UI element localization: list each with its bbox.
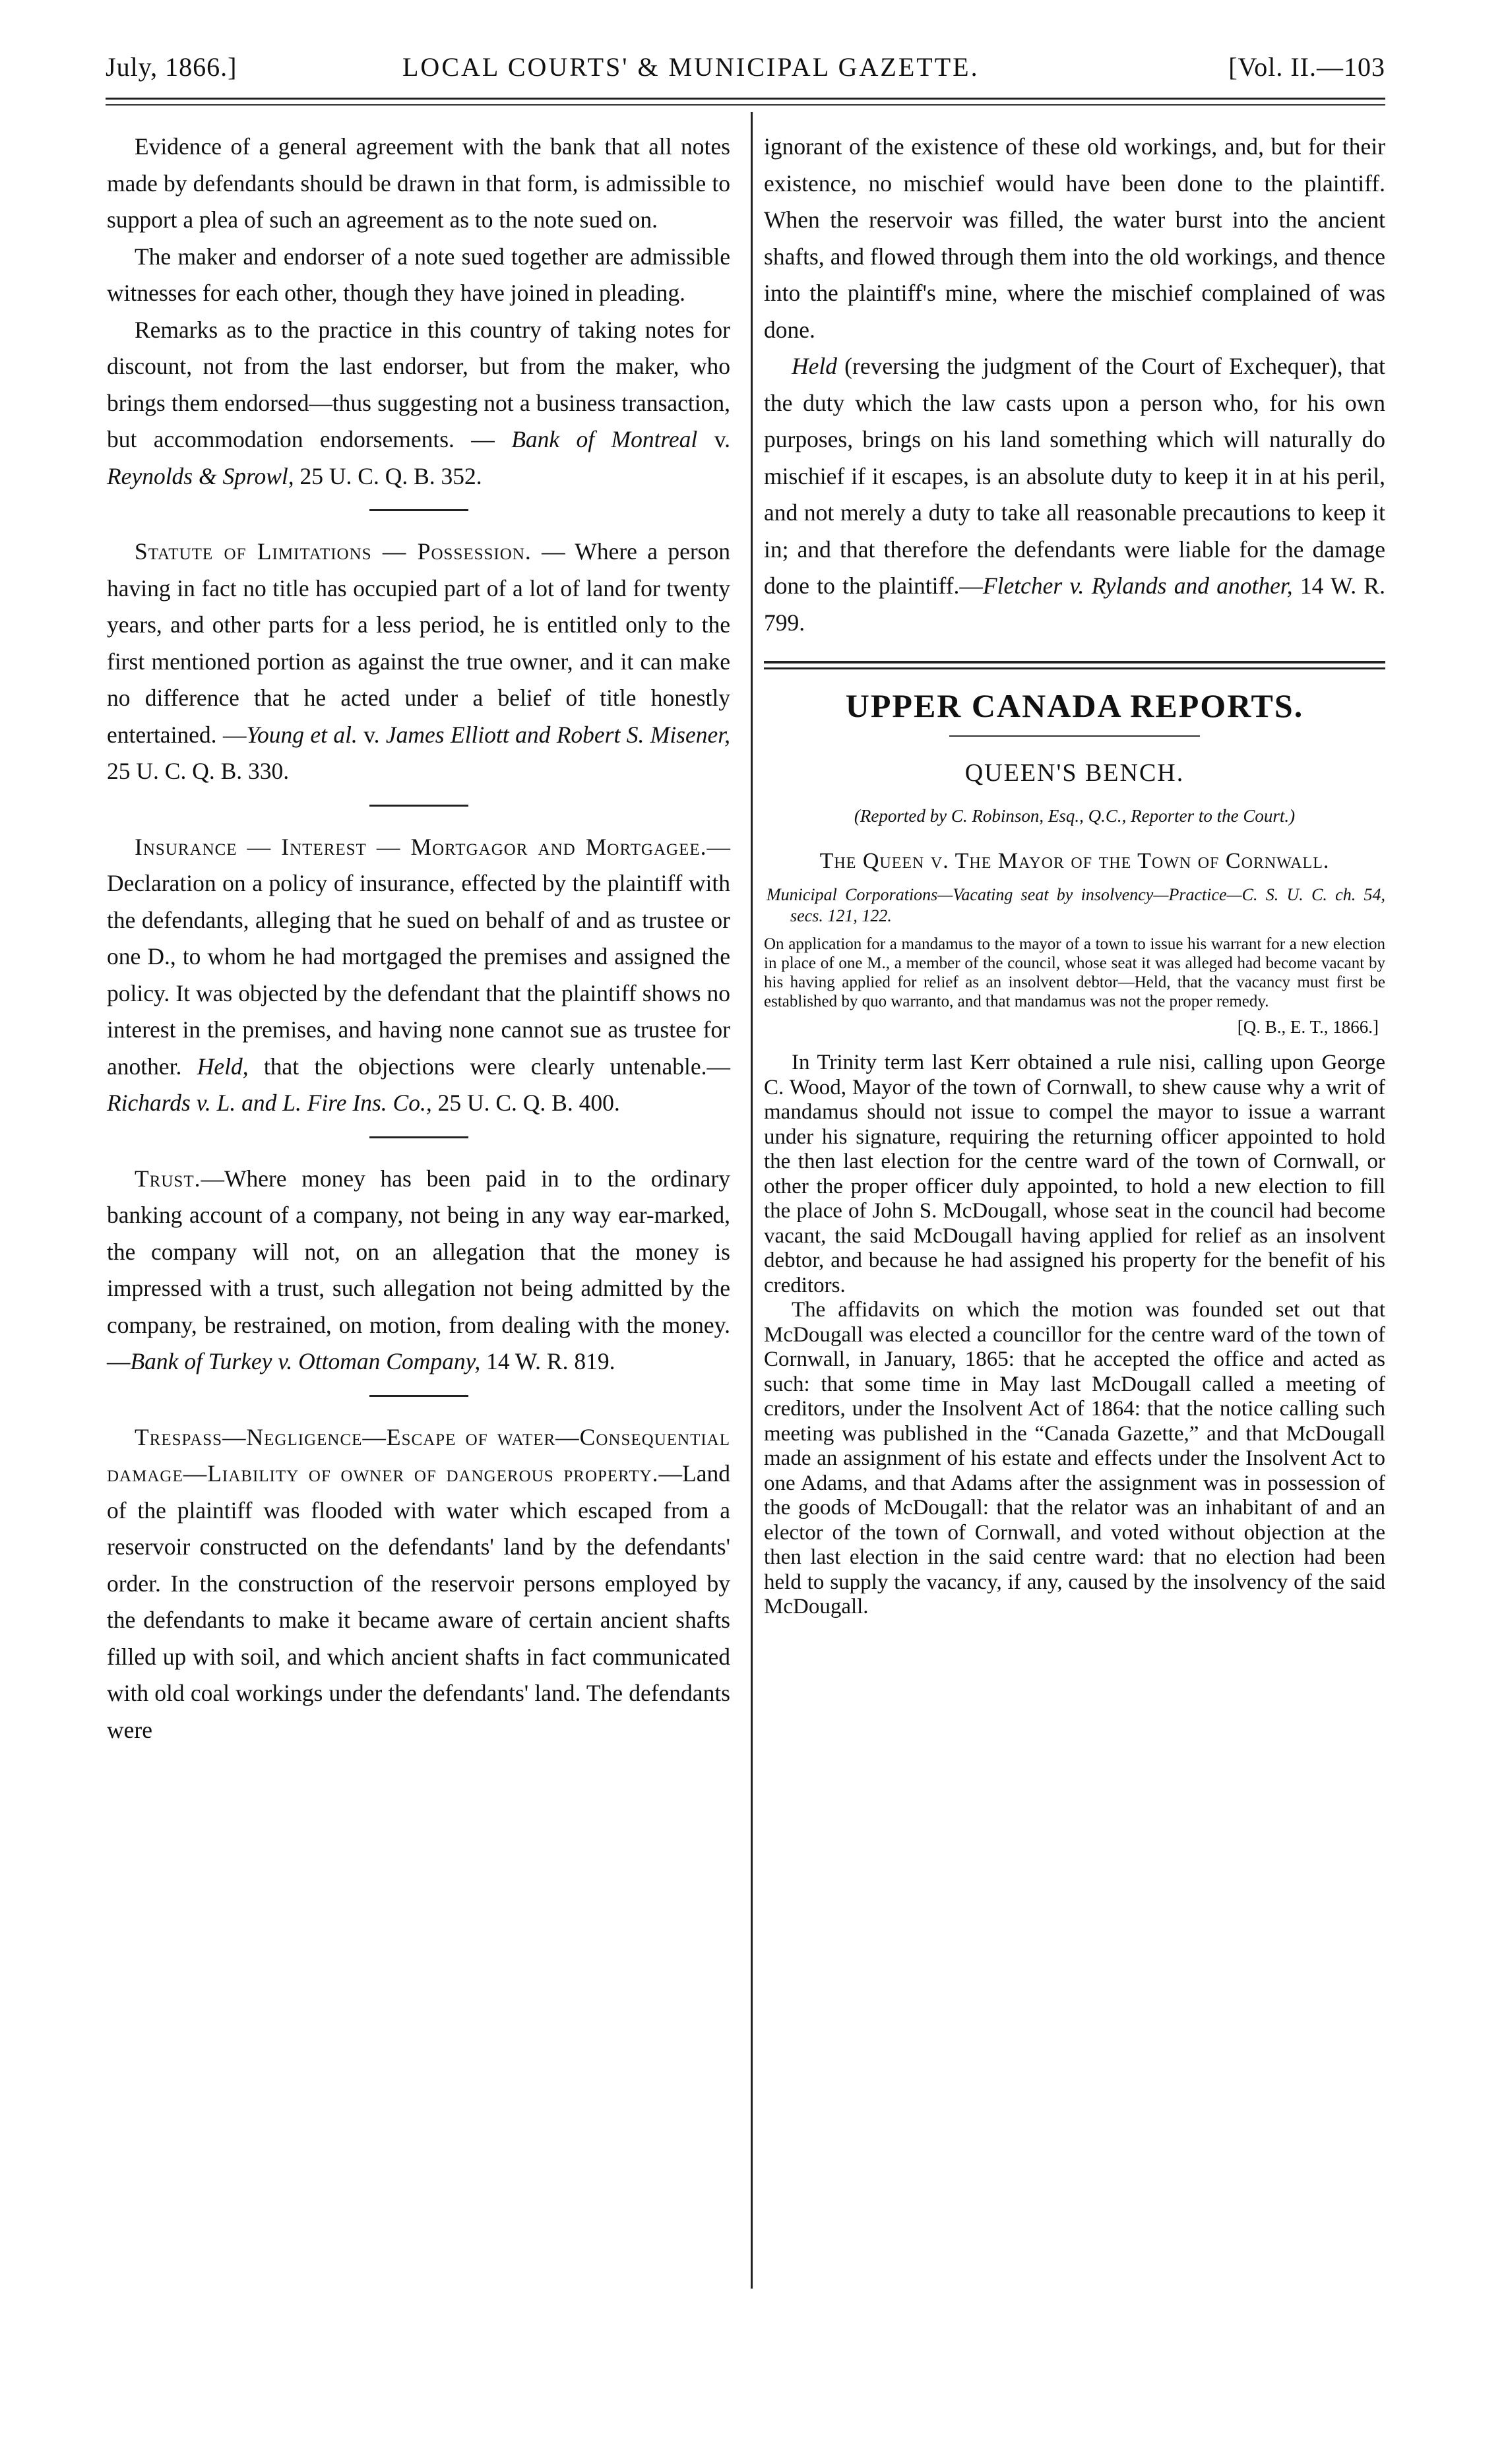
header-rule-secondary: [106, 104, 1385, 106]
paragraph-statute-limitations: [107, 534, 730, 790]
paragraph-maker-endorser: The maker and endorser of a note sued together are admissible witnesses for each other, though they have joined in pleading.: [107, 243, 730, 306]
case-title: The Queen v. The Mayor of the Town of Cornwall.: [819, 849, 1330, 873]
case-citation: 25 U. C. Q. B. 330.: [107, 758, 290, 784]
case-name: Bank of Montreal: [511, 426, 698, 452]
section-separator: [369, 509, 468, 511]
case-citation: 14 W. R. 819.: [480, 1348, 615, 1374]
paragraph-remarks: [107, 312, 730, 495]
left-column: [107, 129, 730, 1748]
remarks-text: Remarks as to the practice in this country of taking notes for discount, not from the last endorser, but from the maker, who brings them endorsed—thus suggesting not a business transaction, but accommodation endorsements. —: [107, 316, 730, 452]
section-double-rule: [764, 661, 1385, 663]
header-volume: [Vol. II.—103: [1228, 52, 1385, 82]
case-versus: v.: [697, 426, 731, 452]
held-label: Held: [792, 353, 838, 379]
section-heading: Insurance — Interest — Mortgagor and Mortgagee.: [135, 833, 707, 860]
section-text: —Land of the plaintiff was flooded with water which escaped from a reservoir constructed on the defendants' land by the defendants' order. In the construction of the reservoir persons employed by the defendants to make it became aware of certain ancient shafts filled up with soil, and which ancient shafts in fact communicated with old coal workings under the defendants' land. The defendants were: [107, 1460, 730, 1743]
case-name-2: Reynolds & Sprowl,: [107, 462, 294, 489]
case-summary: On application for a mandamus to the mayor of a town to issue his warrant for a new election in place of one M., a member of the council, whose seat it was alleged had become vacant by his having applied for relief as an insolvent debtor—Held, that the vacancy must first be established by quo warranto, and that mandamus was not the proper remedy.: [764, 935, 1385, 1010]
held-label: Held,: [197, 1053, 249, 1080]
case-name: Young et al.: [246, 721, 358, 748]
paragraph-trespass: [107, 1419, 730, 1749]
section-title: UPPER CANADA REPORTS.: [845, 687, 1304, 724]
reporter-note: (Reported by C. Robinson, Esq., Q.C., Reporter to the Court.): [854, 806, 1296, 826]
case-name: Richards v. L. and L. Fire Ins. Co.,: [107, 1090, 432, 1116]
section-heading: Trust.: [135, 1165, 201, 1192]
case-citation: 25 U. C. Q. B. 352.: [294, 462, 482, 489]
paragraph-trust: [107, 1161, 730, 1380]
section-text: —Where money has been paid in to the ordinary banking account of a company, not being in any way ear-marked, the company will not, on an allegation that the money is impressed with a trust, such allegation not being admitted by the company, be restrained, on motion, from dealing with the money.—: [107, 1165, 730, 1374]
paragraph-continuation: ignorant of the existence of these old workings, and, but for their existence, no mischief would have been done to the plaintiff. When the reservoir was filled, the water burst into the ancient shafts, and flowed through them into the old workings, and thence into the plaintiff's mine, where the mischief complained of was done.: [764, 133, 1385, 343]
paragraph-affidavits: The affidavits on which the motion was founded set out that McDougall was elected a councillor for the centre ward of the town of Cornwall, in January, 1865: that he accepted the office and acted as such: that some time in May last McDougall called a meeting of creditors, under the Insolvent Act of 1864: that the notice calling such meeting was published in the “Canada Gazette,” and that McDougall made an assignment of his estate and effects under the Insolvent Act to one Adams, and that Adams after the assignment was in possession of the goods of McDougall: that the relator was an inhabitant of and an elector of the town of Cornwall, and voted without objection at the then last election in the said centre ward: that no election had been held to supply the vacancy, if any, caused by the insolvency of the said McDougall.: [764, 1298, 1385, 1618]
case-citation: 14 W. R. 799.: [764, 572, 1385, 636]
case-name: Bank of Turkey v. Ottoman Company,: [130, 1348, 481, 1374]
held-text: (reversing the judgment of the Court of Exchequer), that the duty which the law casts upon a person who, for his own purposes, brings on his land something which will naturally do mischief if it escapes, is an absolute duty to keep it in at his peril, and not merely a duty to take all reasonable precautions to keep it in; and that therefore the defendants were liable for the damage done to the plaintiff.—: [764, 353, 1385, 599]
case-name-2: James Elliott and Robert S. Misener,: [385, 721, 731, 748]
section-double-rule-secondary: [764, 667, 1385, 669]
header-rule: [106, 98, 1385, 100]
section-text: —Declaration on a policy of insurance, effected by the plaintiff with the defendants, alleging that he sued on behalf of and as trustee or one D., to whom he had mortgaged the premises and assigned the policy. It was objected by the defendant that the plaintiff shows no interest in the premises, and having none cannot sue as trustee for another.: [107, 833, 730, 1080]
section-text-2: that the objections were clearly untenable.—: [248, 1053, 730, 1080]
header-title: LOCAL COURTS' & MUNICIPAL GAZETTE.: [402, 52, 980, 82]
case-name: Fletcher v. Rylands and another,: [982, 572, 1293, 599]
paragraph-insurance: [107, 829, 730, 1122]
term-reference: [Q. B., E. T., 1866.]: [1237, 1017, 1379, 1037]
section-heading: Statute of Limitations — Possession.: [135, 538, 532, 565]
section-heading: Trespass—Negligence—Escape of water—Consequential damage—Liability of owner of dangerous property.: [107, 1423, 730, 1487]
page-header: [106, 51, 1385, 84]
case-versus: v.: [357, 721, 386, 748]
paragraph-held: [764, 348, 1385, 641]
section-separator: [369, 1136, 468, 1138]
header-date: July, 1866.]: [106, 52, 237, 82]
section-separator: [369, 1395, 468, 1397]
case-citation: 25 U. C. Q. B. 400.: [431, 1090, 620, 1116]
court-heading: QUEEN'S BENCH.: [964, 759, 1185, 787]
case-headnote: Municipal Corporations—Vacating seat by insolvency—Practice—C. S. U. C. ch. 54, secs. 121, 122.: [767, 885, 1385, 925]
section-separator: [369, 805, 468, 807]
paragraph-rule-nisi: In Trinity term last Kerr obtained a rule nisi, calling upon George C. Wood, Mayor of the town of Cornwall, to shew cause why a writ of mandamus should not issue to compel the mayor to issue a warrant under his signature, requiring the returning officer appointed to hold the then last election for the centre ward of the town of Cornwall, or other the proper officer duly appointed, to hold a new election to fill the place of John S. McDougall, whose seat in the council had become vacant, the said McDougall having applied for relief as an insolvent debtor, and because he had assigned his property for the benefit of his creditors.: [764, 1051, 1385, 1297]
title-rule: [949, 735, 1200, 737]
paragraph-evidence: Evidence of a general agreement with the bank that all notes made by defendants should be drawn in that form, is admissible to support a plea of such an agreement as to the note sued on.: [107, 133, 730, 233]
column-divider: [751, 112, 753, 2289]
right-column: [764, 129, 1385, 1620]
section-text: — Where a person having in fact no title has occupied part of a lot of land for twenty years, and other parts for a less period, he is entitled only to the first mentioned portion as against the true owner, and it can make no difference that he acted under a belief of title honestly entertained. —: [107, 538, 730, 748]
